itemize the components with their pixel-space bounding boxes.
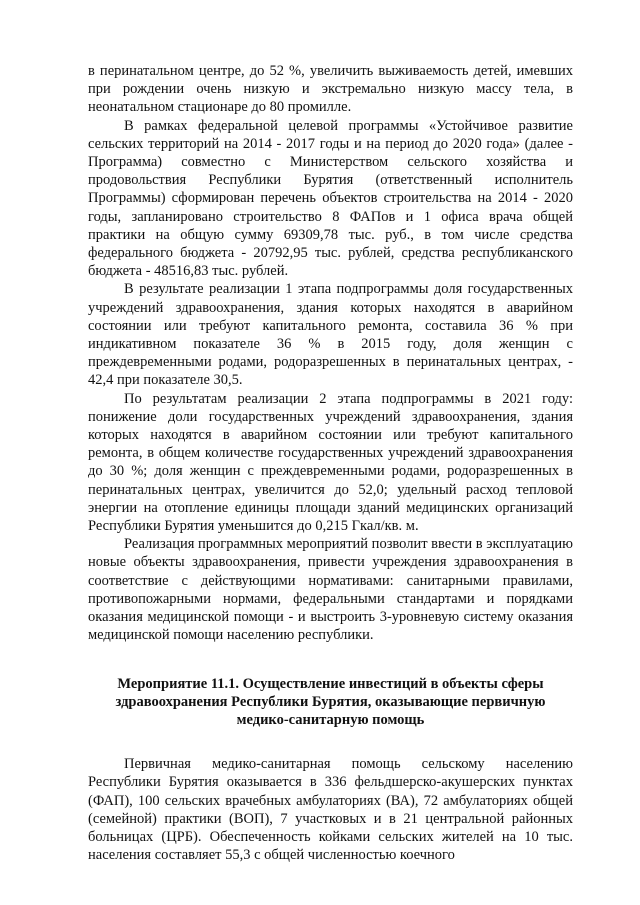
paragraph-program: В рамках федеральной целевой программы «Устойчивое развитие сельских территорий на 2014 - 2017 годы и на период до 2020 года» (далее - Программа) совместно с Министерством сельского хозяйства и продовольствия Республики Бурятия (ответственный исполнитель Программы) сформирован перечень объектов строительства на 2014 - 2020 годы, запланировано строительство 8 ФАПов и 1 офиса врача общей практики на общую сумму 69309,78 тыс. руб., в том числе средства федерального бюджета - 20792,95 тыс. рублей, средства республиканского бюджета - 48516,83 тыс. рублей. — [88, 117, 573, 280]
paragraph-stage-2-results: По результатам реализации 2 этапа подпрограммы в 2021 году: понижение доли государственных учреждений здравоохранения, здания которых находятся в аварийном состоянии или требуют капитального ремонта, в общем количестве государственных учреждений здравоохранения до 30 %; доля женщин с преждевременными родами, родоразрешенных в перинатальных центрах, увеличится до 52,0; удельный расход тепловой энергии на отопление единицы площади зданий медицинских организаций Республики Бурятия уменьшится до 0,215 Гкал/кв. м. — [88, 390, 573, 535]
paragraph-intro-continuation: в перинатальном центре, до 52 %, увеличить выживаемость детей, имевших при рождении очень низкую и экстремально низкую массу тела, в неонатальном стационаре до 80 промилле. — [88, 63, 573, 116]
document-page — [88, 62, 573, 864]
paragraph-stage-1-results: В результате реализации 1 этапа подпрограммы доля государственных учреждений здравоохранения, здания которых находятся в аварийном состоянии или требуют капитального ремонта, составила 36 % при индикативном показателе 36 % в 2015 году, доля женщин с преждевременными родами, родоразрешенных в перинатальных центрах, - 42,4 при показателе 30,5. — [88, 281, 573, 389]
section-heading — [88, 675, 573, 730]
section-heading-line: здравоохранения Республики Бурятия, оказывающие первичную — [115, 693, 546, 710]
paragraph-implementation: Реализация программных мероприятий позволит ввести в эксплуатацию новые объекты здравоохранения, привести учреждения здравоохранения в соответствие с действующими нормативами: санитарными правилами, противопожарными нормами, федеральными стандартами и порядками оказания медицинской помощи - и выстроить 3-уровневую систему оказания медицинской помощи населению республики. — [88, 536, 573, 644]
paragraph-primary-care: Первичная медико-санитарная помощь сельскому населению Республики Бурятия оказывается в 336 фельдшерско-акушерских пунктах (ФАП), 100 сельских врачебных амбулаториях (ВА), 72 амбулаториях общей (семейной) практики (ВОП), 7 участковых и в 21 центральной районных больницах (ЦРБ). Обеспеченность койками сельских жителей на 10 тыс. населения составляет 55,3 с общей численностью коечного — [88, 756, 573, 864]
section-heading-line: Мероприятие 11.1. Осуществление инвестиций в объекты сферы — [117, 675, 544, 692]
section-heading-line: медико-санитарную помощь — [236, 711, 425, 728]
